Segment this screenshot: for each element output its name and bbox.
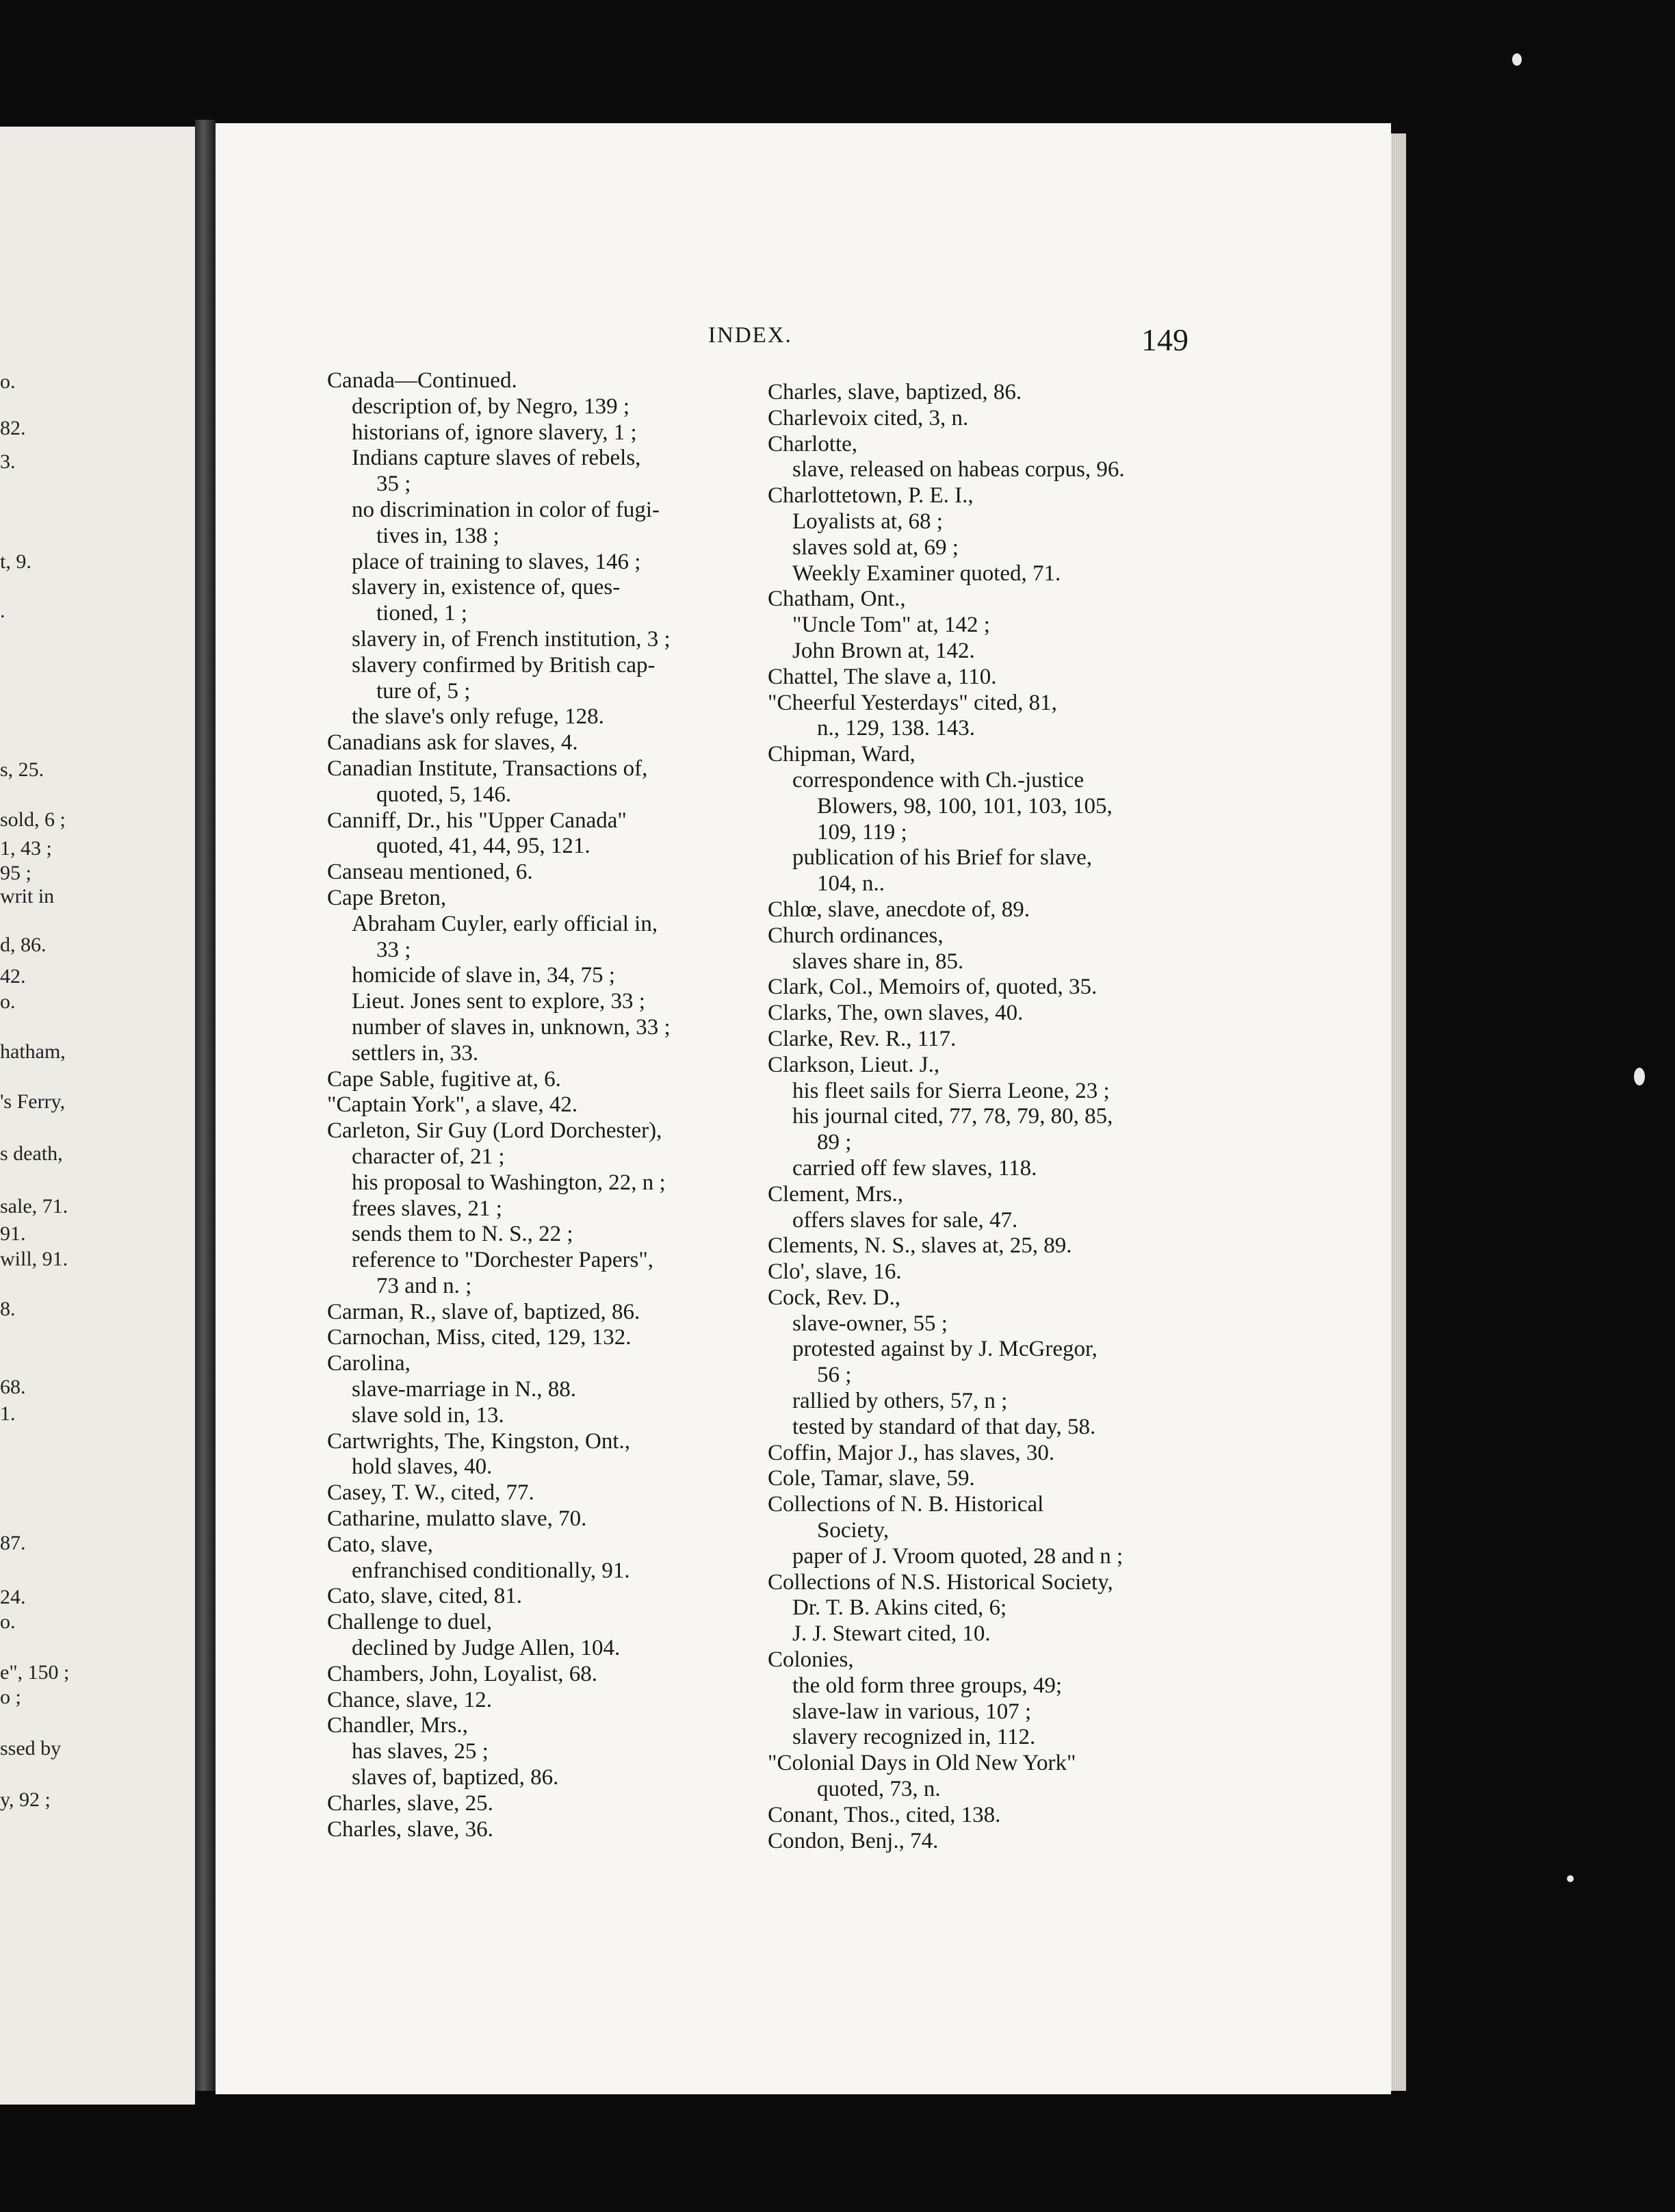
index-subentry: Dr. T. B. Akins cited, 6;: [792, 1595, 1007, 1621]
index-entry: Colonies,: [768, 1647, 854, 1673]
index-entry: Canseau mentioned, 6.: [327, 860, 533, 885]
facing-page-line: 68.: [0, 1376, 26, 1398]
index-subentry: publication of his Brief for slave,: [792, 845, 1093, 871]
index-entry: Cole, Tamar, slave, 59.: [768, 1466, 975, 1491]
index-subentry: John Brown at, 142.: [792, 638, 975, 663]
facing-page-fragment: [0, 127, 195, 2105]
index-subentry: reference to "Dorchester Papers",: [352, 1248, 654, 1273]
page-number: 149: [1141, 322, 1189, 357]
index-subentry: description of, by Negro, 139 ;: [352, 394, 630, 419]
index-subentry: declined by Judge Allen, 104.: [352, 1636, 621, 1661]
index-entry: Church ordinances,: [768, 923, 944, 948]
facing-page-line: y, 92 ;: [0, 1788, 51, 1811]
facing-page-line: o ;: [0, 1686, 21, 1708]
index-subentry: slave-marriage in N., 88.: [352, 1377, 577, 1402]
index-entry: Cape Breton,: [327, 885, 447, 910]
index-entry: Clarke, Rev. R., 117.: [768, 1026, 957, 1051]
index-column-right: [768, 380, 1189, 1854]
facing-page-line: 8.: [0, 1298, 16, 1320]
index-entry: Cato, slave, cited, 81.: [327, 1584, 523, 1609]
index-entry: Chipman, Ward,: [768, 742, 916, 767]
index-entry: "Cheerful Yesterdays" cited, 81,: [768, 690, 1057, 715]
index-subentry: J. J. Stewart cited, 10.: [792, 1621, 991, 1647]
index-subentry: hold slaves, 40.: [352, 1454, 493, 1480]
index-subentry: 35 ;: [376, 472, 411, 497]
index-subentry: quoted, 73, n.: [817, 1777, 941, 1802]
index-subentry: his fleet sails for Sierra Leone, 23 ;: [792, 1078, 1110, 1103]
index-subentry: slave-law in various, 107 ;: [792, 1699, 1032, 1724]
facing-page-line: t, 9.: [0, 550, 31, 573]
facing-page-line: sold, 6 ;: [0, 808, 66, 831]
index-entry: Chambers, John, Loyalist, 68.: [327, 1661, 598, 1686]
index-subentry: historians of, ignore slavery, 1 ;: [352, 420, 637, 445]
index-entry: Clark, Col., Memoirs of, quoted, 35.: [768, 975, 1098, 1000]
index-entry: Chatham, Ont.,: [768, 587, 906, 612]
index-subentry: 56 ;: [817, 1363, 852, 1388]
index-subentry: 73 and n. ;: [376, 1273, 472, 1298]
index-entry: Canadian Institute, Transactions of,: [327, 756, 648, 781]
index-subentry: tives in, 138 ;: [376, 523, 499, 548]
index-subentry: 33 ;: [376, 937, 411, 962]
index-subentry: slaves of, baptized, 86.: [352, 1765, 559, 1790]
dust-speck: [1512, 53, 1522, 66]
facing-page-line: 3.: [0, 450, 16, 473]
index-subentry: enfranchised conditionally, 91.: [352, 1558, 630, 1583]
index-entry: Charles, slave, 25.: [327, 1790, 493, 1816]
index-entry: Cape Sable, fugitive at, 6.: [327, 1066, 561, 1092]
index-subentry: "Uncle Tom" at, 142 ;: [792, 613, 990, 638]
index-subentry: paper of J. Vroom quoted, 28 and n ;: [792, 1543, 1124, 1569]
facing-page-line: 1.: [0, 1402, 16, 1425]
index-subentry: settlers in, 33.: [352, 1040, 479, 1066]
index-entry: Collections of N. B. Historical: [768, 1492, 1044, 1517]
index-subentry: 104, n..: [817, 871, 885, 897]
index-entry: Collections of N.S. Historical Society,: [768, 1569, 1113, 1595]
index-entry: Charlotte,: [768, 431, 858, 456]
facing-page-line: 1, 43 ;: [0, 837, 52, 860]
index-subentry: slavery confirmed by British cap-: [352, 652, 655, 678]
index-subentry: no discrimination in color of fugi-: [352, 497, 660, 522]
index-entry: Clo', slave, 16.: [768, 1259, 902, 1285]
facing-page-line: s death,: [0, 1142, 63, 1165]
index-entry: Charles, slave, 36.: [327, 1816, 493, 1842]
index-subentry: frees slaves, 21 ;: [352, 1196, 502, 1221]
facing-page-line: ssed by: [0, 1737, 62, 1760]
index-subentry: offers slaves for sale, 47.: [792, 1207, 1018, 1233]
facing-page-line: .: [0, 600, 5, 622]
index-entry: Cato, slave,: [327, 1532, 433, 1557]
index-entry: Canada—Continued.: [327, 368, 517, 393]
index-column-left: [327, 368, 748, 1842]
index-subentry: place of training to slaves, 146 ;: [352, 549, 641, 574]
index-entry: Canniff, Dr., his "Upper Canada": [327, 808, 627, 833]
index-subentry: n., 129, 138. 143.: [817, 716, 975, 741]
index-subentry: tested by standard of that day, 58.: [792, 1414, 1096, 1439]
index-entry: Casey, T. W., cited, 77.: [327, 1480, 534, 1506]
index-entry: Charlevoix cited, 3, n.: [768, 405, 969, 430]
facing-page-line: hatham,: [0, 1040, 66, 1063]
index-entry: Catharine, mulatto slave, 70.: [327, 1506, 587, 1532]
index-subentry: carried off few slaves, 118.: [792, 1155, 1037, 1181]
index-entry: Condon, Benj., 74.: [768, 1828, 939, 1853]
dust-speck: [1634, 1068, 1645, 1085]
index-subentry: character of, 21 ;: [352, 1144, 505, 1169]
index-subentry: sends them to N. S., 22 ;: [352, 1222, 573, 1247]
index-subentry: correspondence with Ch.-justice: [792, 767, 1085, 793]
index-subentry: slave-owner, 55 ;: [792, 1311, 948, 1336]
index-entry: Challenge to duel,: [327, 1610, 493, 1635]
page-edge: [1391, 133, 1406, 2091]
index-entry: Carleton, Sir Guy (Lord Dorchester),: [327, 1118, 662, 1144]
facing-page-line: 82.: [0, 417, 26, 439]
facing-page-line: d, 86.: [0, 934, 47, 956]
index-subentry: slavery in, existence of, ques-: [352, 575, 621, 600]
index-subentry: slave, released on habeas corpus, 96.: [792, 457, 1125, 483]
index-subentry: Lieut. Jones sent to explore, 33 ;: [352, 989, 645, 1014]
facing-page-line: sale, 71.: [0, 1195, 68, 1218]
index-subentry: slaves share in, 85.: [792, 949, 964, 974]
index-entry: Clements, N. S., slaves at, 25, 89.: [768, 1233, 1072, 1259]
index-subentry: has slaves, 25 ;: [352, 1739, 489, 1764]
facing-page-line: 95 ;: [0, 862, 31, 884]
dust-speck: [1567, 1875, 1574, 1882]
index-entry: Carman, R., slave of, baptized, 86.: [327, 1299, 640, 1324]
facing-page-line: e", 150 ;: [0, 1661, 70, 1684]
facing-page-line: o.: [0, 1610, 16, 1633]
index-subentry: slave sold in, 13.: [352, 1402, 504, 1428]
running-head: INDEX.: [708, 323, 792, 348]
index-subentry: Blowers, 98, 100, 101, 103, 105,: [817, 793, 1113, 819]
facing-page-line: 's Ferry,: [0, 1090, 66, 1113]
index-subentry: Society,: [817, 1518, 890, 1543]
index-entry: Carnochan, Miss, cited, 129, 132.: [327, 1325, 632, 1350]
index-entry: "Colonial Days in Old New York": [768, 1751, 1076, 1776]
index-subentry: slavery recognized in, 112.: [792, 1725, 1036, 1750]
book-gutter: [195, 120, 216, 2091]
index-subentry: ture of, 5 ;: [376, 678, 471, 704]
index-subentry: his proposal to Washington, 22, n ;: [352, 1170, 666, 1195]
index-subentry: slaves sold at, 69 ;: [792, 535, 959, 560]
index-subentry: Weekly Examiner quoted, 71.: [792, 561, 1061, 586]
index-entry: Coffin, Major J., has slaves, 30.: [768, 1440, 1055, 1465]
index-entry: Clarkson, Lieut. J.,: [768, 1052, 940, 1077]
index-subentry: number of slaves in, unknown, 33 ;: [352, 1014, 671, 1040]
index-subentry: quoted, 41, 44, 95, 121.: [376, 834, 590, 859]
index-subentry: tioned, 1 ;: [376, 601, 467, 626]
index-subentry: 89 ;: [817, 1130, 852, 1155]
index-entry: Clement, Mrs.,: [768, 1181, 903, 1207]
index-entry: Canadians ask for slaves, 4.: [327, 730, 578, 756]
index-subentry: 109, 119 ;: [817, 819, 907, 845]
index-subentry: rallied by others, 57, n ;: [792, 1389, 1008, 1414]
facing-page-line: 42.: [0, 965, 26, 988]
index-subentry: Abraham Cuyler, early official in,: [352, 911, 658, 936]
index-subentry: the slave's only refuge, 128.: [352, 704, 604, 730]
facing-page-line: 87.: [0, 1532, 26, 1554]
index-entry: Chandler, Mrs.,: [327, 1713, 468, 1738]
facing-page-line: writ in: [0, 885, 55, 908]
index-entry: Clarks, The, own slaves, 40.: [768, 1001, 1024, 1026]
facing-page-line: will, 91.: [0, 1248, 68, 1270]
index-subentry: protested against by J. McGregor,: [792, 1337, 1098, 1362]
index-subentry: Loyalists at, 68 ;: [792, 509, 943, 534]
index-subentry: the old form three groups, 49;: [792, 1673, 1063, 1698]
index-subentry: Indians capture slaves of rebels,: [352, 446, 641, 471]
index-entry: Carolina,: [327, 1351, 411, 1376]
index-entry: Chlœ, slave, anecdote of, 89.: [768, 897, 1030, 922]
index-subentry: homicide of slave in, 34, 75 ;: [352, 963, 615, 988]
index-subentry: quoted, 5, 146.: [376, 782, 512, 807]
facing-page-line: 24.: [0, 1586, 26, 1608]
index-subentry: his journal cited, 77, 78, 79, 80, 85,: [792, 1104, 1113, 1129]
facing-page-line: 91.: [0, 1222, 26, 1245]
index-entry: Charles, slave, baptized, 86.: [768, 380, 1022, 404]
index-entry: Cock, Rev. D.,: [768, 1285, 901, 1310]
facing-page-line: o.: [0, 990, 16, 1013]
index-entry: Chance, slave, 12.: [327, 1687, 493, 1712]
index-subentry: slavery in, of French institution, 3 ;: [352, 626, 671, 652]
index-entry: "Captain York", a slave, 42.: [327, 1092, 578, 1118]
index-entry: Chattel, The slave a, 110.: [768, 664, 997, 689]
facing-page-line: o.: [0, 370, 16, 393]
index-entry: Cartwrights, The, Kingston, Ont.,: [327, 1428, 631, 1454]
index-entry: Charlottetown, P. E. I.,: [768, 483, 974, 509]
facing-page-line: s, 25.: [0, 758, 44, 781]
index-entry: Conant, Thos., cited, 138.: [768, 1802, 1001, 1827]
